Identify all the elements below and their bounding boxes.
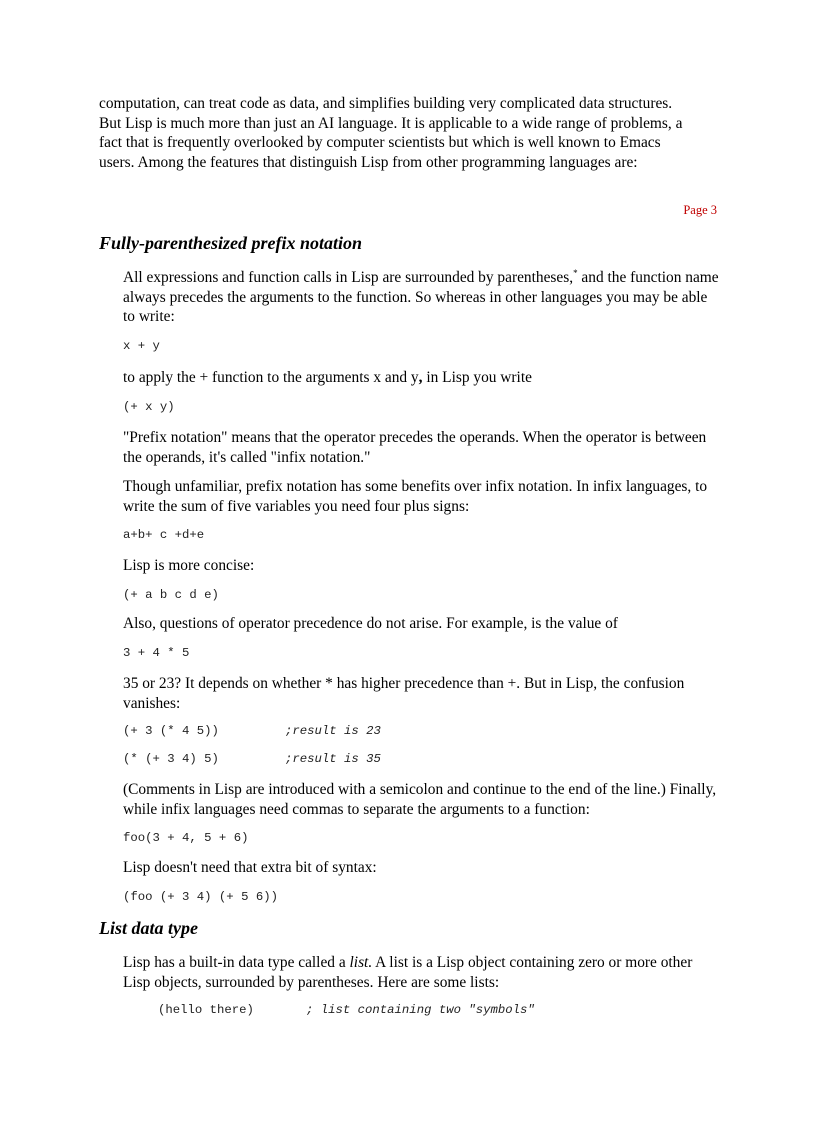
text: All expressions and function calls in Lisp are surrounded by parentheses,: [123, 269, 574, 286]
code-sample: foo(3 + 4, 5 + 6): [123, 831, 249, 845]
text: in Lisp you write: [422, 369, 532, 386]
text: A list is a Lisp object containing zero or more other Lisp objects, surrounded by parentheses. Here are some lists:: [123, 954, 693, 991]
code-sample: (+ x y): [123, 400, 175, 414]
intro-line: users. Among the features that distinguish Lisp from other programming languages are:: [99, 153, 638, 171]
text: Lisp has a built-in data type called a: [123, 954, 350, 971]
paragraph: [123, 953, 721, 992]
intro-line: fact that is frequently overlooked by computer scientists but which is well known to Emacs: [99, 134, 661, 152]
paragraph: "Prefix notation" means that the operator precedes the operands. When the operator is between the operands, it's called "infix notation.": [123, 429, 707, 466]
code-sample: [158, 1002, 535, 1018]
page-marker: Page 3: [683, 203, 717, 217]
code-sample: (foo (+ 3 4) (+ 5 6)): [123, 890, 278, 904]
paragraph: (Comments in Lisp are introduced with a semicolon and continue to the end of the line.) Finally, while infix languages need commas to separate the arguments to a function:: [123, 781, 717, 818]
paragraph: [123, 368, 721, 388]
paragraph: Though unfamiliar, prefix notation has some benefits over infix notation. In infix languages, to write the sum of five variables you need four plus signs:: [123, 478, 708, 515]
code-sample: x + y: [123, 339, 160, 353]
paragraph: Lisp is more concise:: [123, 557, 255, 574]
code-comment: ; list containing two "symbols": [306, 1003, 535, 1017]
code-sample: 3 + 4 * 5: [123, 646, 190, 660]
intro-line: computation, can treat code as data, and simplifies building very complicated data structures.: [99, 95, 673, 112]
section-heading-prefix-notation: Fully-parenthesized prefix notation: [99, 233, 363, 253]
section-heading-list-data-type: List data type: [99, 918, 198, 938]
text: to apply the + function to the arguments x and y: [123, 369, 419, 386]
code-text: (+ 3 (* 4 5)): [123, 724, 219, 738]
text: list.: [349, 954, 373, 971]
code-sample: [123, 751, 381, 767]
footnote-marker[interactable]: *: [573, 267, 578, 278]
code-sample: a+b+ c +d+e: [123, 528, 205, 542]
text: and the function name always precedes the arguments to the function. So whereas in other languages you may be able to write:: [123, 269, 719, 326]
text: ,: [418, 369, 423, 386]
paragraph: Lisp doesn't need that extra bit of syntax:: [123, 859, 377, 876]
paragraph: Also, questions of operator precedence do not arise. For example, is the value of: [123, 615, 618, 632]
code-text: (* (+ 3 4) 5): [123, 752, 219, 766]
paragraph: 35 or 23? It depends on whether * has higher precedence than +. But in Lisp, the confusion vanishes:: [123, 675, 685, 712]
intro-paragraph: [99, 94, 721, 172]
code-comment: ;result is 23: [285, 724, 381, 738]
code-comment: ;result is 35: [285, 752, 381, 766]
code-sample: [123, 723, 381, 739]
paragraph: [123, 268, 721, 327]
code-text: (hello there): [158, 1003, 254, 1017]
intro-line: But Lisp is much more than just an AI language. It is applicable to a wide range of problems, a: [99, 114, 683, 132]
code-sample: (+ a b c d e): [123, 588, 219, 602]
